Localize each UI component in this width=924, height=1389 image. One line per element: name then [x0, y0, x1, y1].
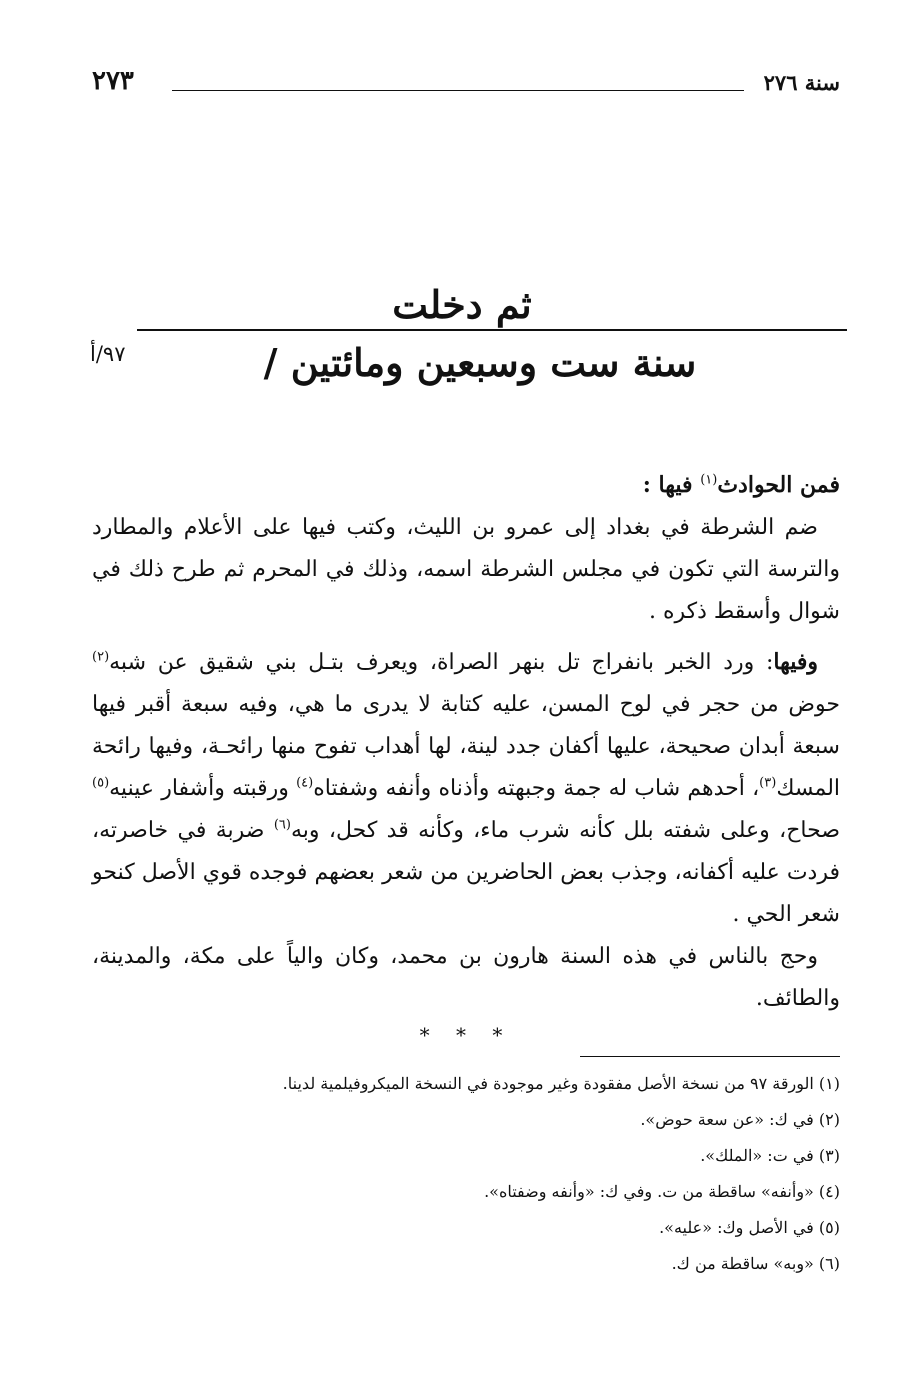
footnote-2: (٢) في ك: «عن سعة حوض». [640, 1110, 840, 1129]
footnote-4: (٤) «وأنفه» ساقطة من ت. وفي ك: «وأنفه وضفتاه». [484, 1182, 840, 1201]
running-header [92, 66, 840, 102]
page-number: ٢٧٣ [92, 66, 134, 96]
tomb-text-c: ، أحدهم شاب له جمة وجبهته وأذناه وأنفه وشفتاه [313, 776, 760, 801]
tomb-text-d: ورقبته وأشفار عينيه [109, 776, 297, 801]
running-header-year: سنة ٢٧٦ [763, 70, 840, 95]
events-intro-lead: فمن الحوادث [717, 472, 840, 498]
footnote-6: (٦) «وبه» ساقطة من ك. [671, 1254, 840, 1273]
tomb-text-f: ضربة في خاصرته، فردت عليه أكفانه، وجذب بعض الحاضرين من شعر بعضهم فوجده قوي الأصل كنحو شعر الحي . [92, 818, 840, 927]
paragraph-tomb-discovery [92, 641, 840, 936]
footnote-ref-4: (٤) [296, 775, 314, 791]
footnote-3: (٣) في ت: «الملك». [700, 1146, 840, 1165]
tomb-text-b: حوض من حجر في لوح المسن، عليه كتابة لا يدرى ما هي، وفيه سبعة أقبر فيها سبعة أبدان صحيحة، عليها أكفان جدد لينة، لها أهداب تفوح منها رائحـة، وفيها رائحة المسك [92, 692, 841, 801]
footnotes [92, 1066, 840, 1282]
paragraph-events-intro [92, 464, 840, 507]
footnote-ref-3: (٣) [759, 775, 777, 791]
chapter-heading-intro: ثم دخلت [392, 282, 532, 327]
footnote-ref-2: (٢) [92, 649, 110, 665]
paragraph-hajj: وحج بالناس في هذه السنة هارون بن محمد، وكان والياً على مكة، والمدينة، والطائف. [92, 944, 840, 1011]
footnote-ref-1: (١) [700, 472, 718, 488]
footnote-ref-6: (٦) [273, 817, 291, 833]
tomb-text-a: : ورد الخبر بانفراج تل بنهر الصراة، ويعرف بتـل بني شقيق عن شبه [109, 650, 774, 675]
main-text [92, 464, 840, 1056]
folio-marker: ٩٧/أ [90, 342, 126, 366]
paragraph-police: ضم الشرطة في بغداد إلى عمرو بن الليث، وكتب فيها على الأعلام والمطارد والترسة التي تكون في مجلس الشرطة اسمه، وذلك في المحرم ثم طرح ذلك في شوال وأسقط ذكره . [92, 515, 840, 624]
footnote-rule [580, 1056, 840, 1057]
tomb-paragraph-lead: وفيها [773, 649, 818, 675]
footnote-5: (٥) في الأصل وك: «عليه». [659, 1218, 840, 1237]
chapter-heading-year: سنة ست وسبعين ومائتين / [263, 340, 697, 385]
heading-divider [137, 329, 847, 331]
footnote-ref-5: (٥) [92, 775, 110, 791]
events-intro-tail: فيها : [642, 472, 701, 498]
section-end-stars: * * * [419, 1023, 513, 1047]
footnote-1: (١) الورقة ٩٧ من نسخة الأصل مفقودة وغير موجودة في النسخة الميكروفيلمية لدينا. [282, 1074, 840, 1093]
tomb-text-e: صحاح، وعلى شفته بلل كأنه شرب ماء، وكأنه قد كحل، وبه [290, 818, 840, 843]
running-header-rule [172, 90, 744, 91]
